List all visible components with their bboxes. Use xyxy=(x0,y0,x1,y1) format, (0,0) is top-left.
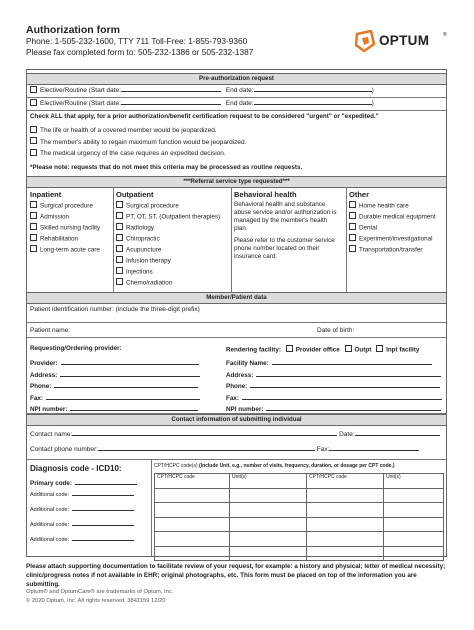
cpt-panel: CPT/HCPC code(s) (Include Unit, e.g., number of visits, frequency, duration, or dosage per CPT code.) xyxy=(154,463,395,469)
provider-section xyxy=(27,338,446,414)
outpatient-option[interactable]: Chemo/radiation xyxy=(116,278,230,289)
table-row xyxy=(155,532,444,547)
referral-heading: ***Referral service type requested*** xyxy=(27,176,446,188)
contact-phone-field: Contact phone number: Fax: xyxy=(30,444,419,453)
cpt-col-header: CPT/HCPC code xyxy=(155,474,230,489)
referral-grid xyxy=(27,187,446,292)
start-date-field-1[interactable] xyxy=(121,85,221,92)
logo-registered: ® xyxy=(443,32,447,38)
rendering-facility: Rendering facility: Provider office Outpt Inpt facility xyxy=(226,346,420,354)
preauth-heading: Pre-authorization request xyxy=(27,73,446,85)
other-option[interactable]: Experiment/investigational xyxy=(349,234,446,245)
optum-logo xyxy=(355,28,451,54)
behavioral-column: Behavioral health Behavioral health and substance abuse service and/or authorization is managed by the member's health plan. Please refer to the customer service phone number located on their insurance card. xyxy=(234,190,337,260)
patient-name-label: Patient name: xyxy=(30,327,71,334)
elective-checkbox-1[interactable] xyxy=(30,86,37,93)
member-heading: Member/Patient data xyxy=(27,292,446,304)
inpatient-option[interactable]: Surgical procedure xyxy=(30,201,112,212)
outpatient-option[interactable]: Acupuncture xyxy=(116,245,230,256)
start-date-field-2[interactable] xyxy=(121,98,221,105)
phone-line: Phone: 1-505-232-1600, TTY 711 Toll-Free: 1-855-793-9360 xyxy=(26,36,248,46)
urgent-option[interactable]: The life or health of a covered member would be jeopardized. xyxy=(30,125,246,137)
table-row xyxy=(155,503,444,518)
inpatient-option[interactable]: Rehabilitation xyxy=(30,234,112,245)
cpt-col-header: CPT/HCPC code xyxy=(307,474,384,489)
other-option[interactable]: Home health care xyxy=(349,201,446,212)
logo-text: OPTUM xyxy=(379,33,430,48)
cpt-table xyxy=(154,473,444,561)
table-row xyxy=(155,488,444,503)
contact-info xyxy=(26,36,253,58)
patient-name-row xyxy=(27,323,446,338)
requesting-label: Requesting/Ordering provider: xyxy=(30,345,122,352)
end-date-field-1[interactable] xyxy=(254,85,372,92)
outpatient-option[interactable]: Injections xyxy=(116,267,230,278)
other-option[interactable]: Durable medical equipment xyxy=(349,212,446,223)
table-row xyxy=(155,546,444,561)
outpatient-column: Outpatient Surgical procedure PT, OT, ST, (Outpatient therapies) Radiology Chiropractic Acupuncture Infusion therapy Injections Chemo/radiation xyxy=(116,190,230,289)
other-option[interactable]: Dental xyxy=(349,223,446,234)
outpatient-option[interactable]: Radiology xyxy=(116,223,230,234)
urgent-question: Check ALL that apply, for a prior authorization/benefit certification request to be considered "urgent" or "expedited." xyxy=(30,113,379,120)
contact-heading: Contact information of submitting individual xyxy=(27,414,446,426)
inpatient-column: Inpatient Surgical procedure Admission Skilled nursing facility Rehabilitation Long-term acute care xyxy=(30,190,112,256)
patient-id-label: Patient identification number: (include the three-digit prefix) xyxy=(30,306,200,313)
outpatient-option[interactable]: Infusion therapy xyxy=(116,256,230,267)
table-row xyxy=(155,517,444,532)
patient-id-row xyxy=(27,303,446,323)
rendering-fields: Facility Name: Address: Phone: Fax: NPI number: xyxy=(226,358,442,416)
inpatient-option[interactable]: Long-term acute care xyxy=(30,245,112,256)
form-title: Authorization form xyxy=(26,24,120,36)
fax-line: Please fax completed form to: 505-232-1386 or 505-232-1387 xyxy=(26,47,254,57)
urgent-options xyxy=(30,125,246,160)
diagnosis-section xyxy=(27,459,446,557)
other-column: Other Home health care Durable medical equipment Dental Experiment/investigational Transportation/transfer xyxy=(349,190,446,256)
elective-checkbox-2[interactable] xyxy=(30,99,37,106)
trademark-note: Optum® and OptumCare® are trademarks of Optum, Inc. xyxy=(26,589,174,595)
icd10-panel: Diagnosis code - ICD10: Primary code: Additional code: Additional code: Additional code: Additional code: xyxy=(30,464,150,548)
unit-col-header: Unit(s) xyxy=(384,474,444,489)
attach-note: Please attach supporting documentation to facilitate review of your request, for example: a history and physical; letter of medical necessity; clinic/progress notes if not available in EHR; original photographs, etc. This form must be placed on top of the information you are submitting. xyxy=(26,563,446,588)
contact-name-field: Contact name: Date: xyxy=(30,429,440,438)
dob-label: Date of birth: xyxy=(317,327,355,334)
inpatient-option[interactable]: Skilled nursing facility xyxy=(30,223,112,234)
contact-section xyxy=(27,425,446,460)
end-date-field-2[interactable] xyxy=(254,98,372,105)
urgent-option[interactable]: The medical urgency of the case requires an expedited decision. xyxy=(30,148,246,160)
requesting-fields: Provider: Address: Phone: Fax: NPI number: xyxy=(30,358,200,416)
urgent-option[interactable]: The member's ability to regain maximum function would be jeopardized. xyxy=(30,137,246,149)
outpatient-option[interactable]: Surgical procedure xyxy=(116,201,230,212)
elective-row-1: Elective/Routine (Start date: End date: ) xyxy=(27,84,446,98)
elective-row-2: Elective/Routine (Start date: End date: ) xyxy=(27,97,446,111)
optum-mark-icon xyxy=(355,30,375,52)
preauth-note: *Please note: requests that do not meet this criteria may be processed as routine requests. xyxy=(30,164,303,171)
inpatient-option[interactable]: Admission xyxy=(30,212,112,223)
other-option[interactable]: Transportation/transfer xyxy=(349,245,446,256)
copyright-note: © 2020 Optum, Inc. All rights reserved. 3841159 12/20 xyxy=(26,598,166,604)
outpatient-option[interactable]: Chiropractic xyxy=(116,234,230,245)
outpatient-option[interactable]: PT, OT, ST, (Outpatient therapies) xyxy=(116,212,230,223)
authorization-form xyxy=(26,69,447,557)
unit-col-header: Unit(s) xyxy=(230,474,307,489)
primary-code-field[interactable] xyxy=(75,478,137,485)
